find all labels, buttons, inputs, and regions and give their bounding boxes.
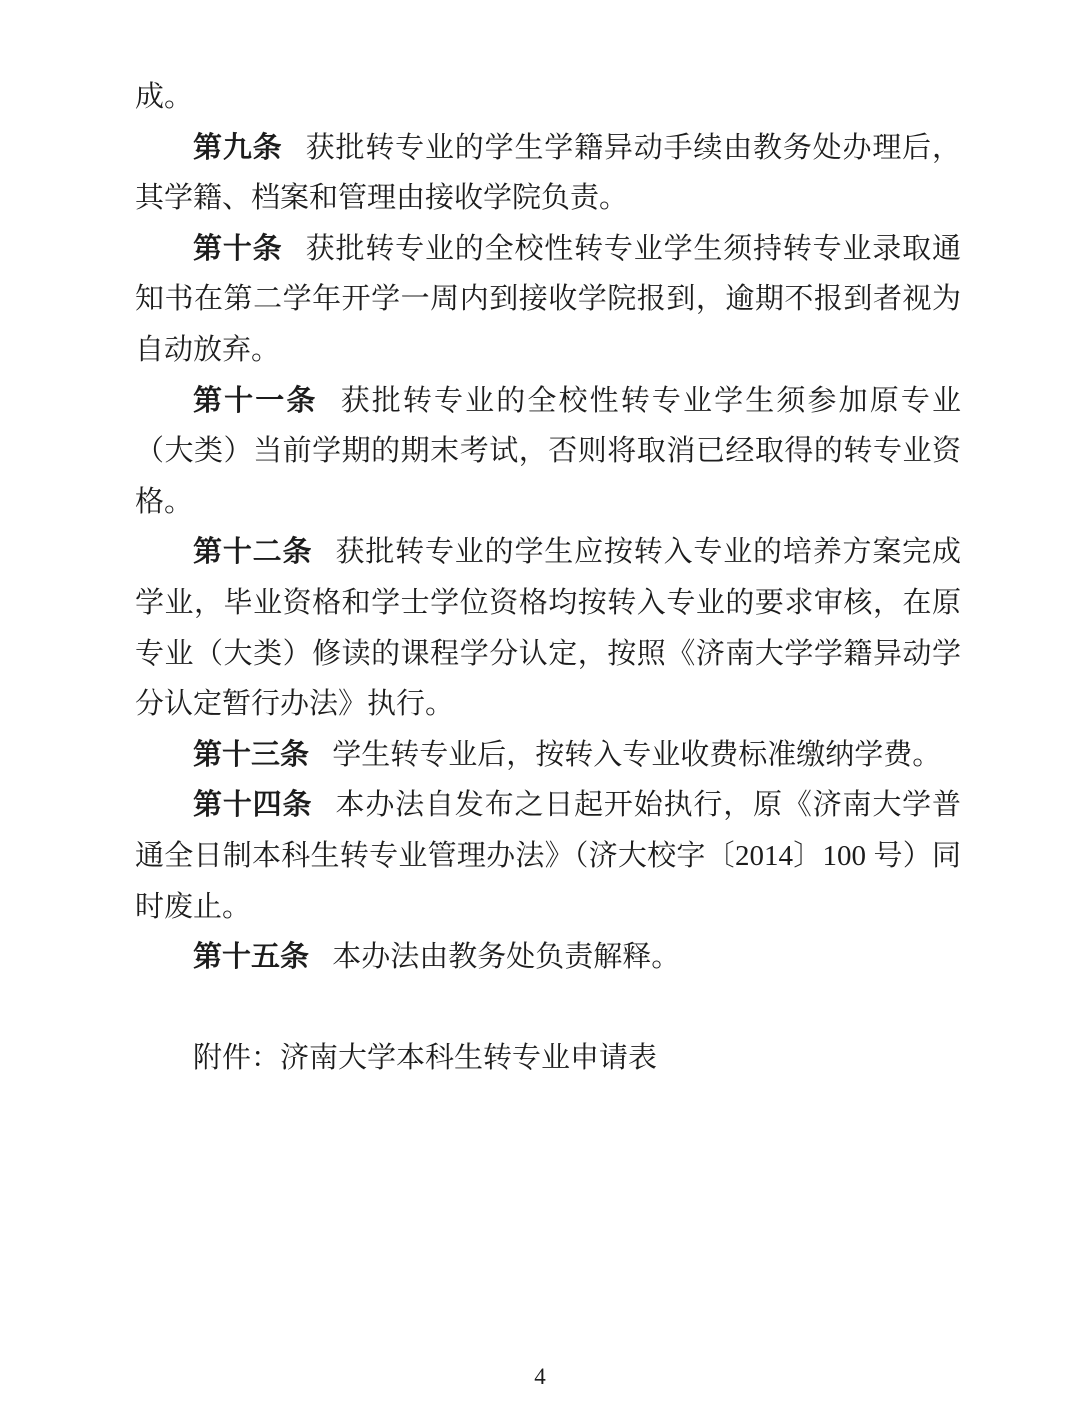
article-15-text: 本办法由教务处负责解释。: [332, 941, 681, 974]
article-10-paragraph: [135, 224, 961, 376]
article-13-paragraph: [135, 730, 961, 781]
attachment-line: 附件：济南大学本科生转专业申请表: [193, 1042, 658, 1075]
article-14-paragraph: [135, 780, 961, 932]
article-13-text: 学生转专业后，按转入专业收费标准缴纳学费。: [332, 738, 942, 771]
article-12-text: 获批转专业的学生应按转入专业的培养方案完成学业，毕业资格和学士学位资格均按转入专业的要求审核，在原专业（大类）修读的课程学分认定，按照《济南大学学籍异动学分认定暂行办法》执行。: [135, 536, 961, 721]
page-number: 4: [534, 1364, 546, 1389]
article-9-text: 获批转专业的学生学籍异动手续由教务处办理后，其学籍、档案和管理由接收学院负责。: [135, 131, 961, 215]
article-12-number: 第十二条: [193, 536, 313, 569]
article-10-text: 获批转专业的全校性转专业学生须持转专业录取通知书在第二学年开学一周内到接收学院报到，逾期不报到者视为自动放弃。: [135, 232, 961, 366]
article-11-text: 获批转专业的全校性转专业学生须参加原专业（大类）当前学期的期末考试，否则将取消已经取得的转专业资格。: [135, 384, 961, 518]
paragraph-continuation: 成。: [135, 81, 194, 113]
article-15-number: 第十五条: [193, 941, 310, 974]
article-11-number: 第十一条: [193, 384, 318, 417]
article-9-paragraph: [135, 123, 961, 224]
article-14-number: 第十四条: [193, 789, 313, 822]
article-11-paragraph: [135, 376, 961, 528]
article-12-paragraph: [135, 527, 961, 729]
article-15-paragraph: [135, 932, 961, 983]
article-14-text: 本办法自发布之日起开始执行，原《济南大学普通全日制本科生转专业管理办法》（济大校字〔2014〕100 号）同时废止。: [135, 789, 961, 923]
article-10-number: 第十条: [193, 232, 283, 265]
article-9-number: 第九条: [193, 131, 283, 164]
document-body: [135, 72, 961, 1084]
article-13-number: 第十三条: [193, 738, 310, 771]
